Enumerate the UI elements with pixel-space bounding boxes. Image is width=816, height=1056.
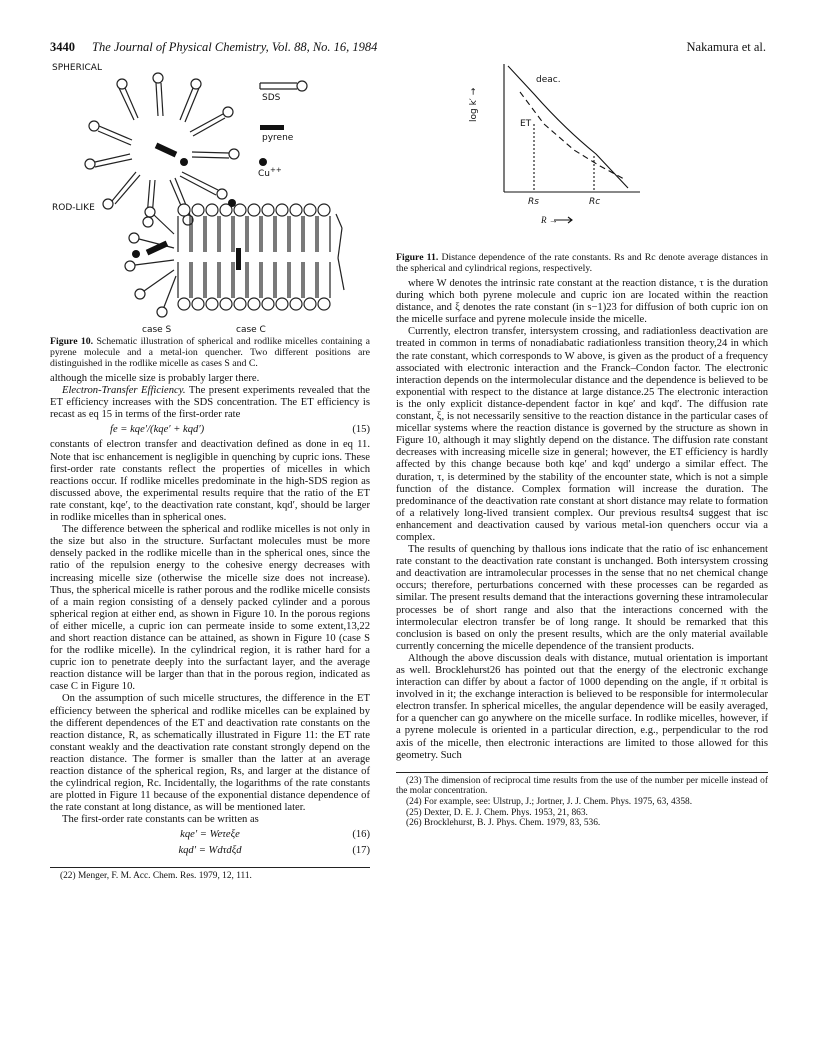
label-et: ET: [520, 119, 532, 129]
figure-10-caption: Figure 10. Schematic illustration of spherical and rodlike micelles containing a pyrene molecule and a metal-ion quencher. Two different positions are distinguished in the rodlike micelle as cases S and C.: [50, 336, 370, 369]
equation-16: kqe′ = Weτeξe (16): [180, 829, 370, 841]
label-spherical: SPHERICAL: [52, 63, 102, 73]
paragraph: The first-order rate constants can be written as: [62, 814, 259, 826]
tick-rs: Rs: [528, 197, 539, 207]
paragraph: The difference between the spherical and rodlike micelles is not only in the size but also in the structure. Surfactant molecules must be more densely packed in the rodlike micelle than in the spherical ones, since the ratio of the repulsion energy to the cohesive energy decreases with increasing micelle size (otherwise the micelle size does not increase). Thus, the spherical micelle is rather porous and the rodlike micelle consists of a main region consisting of a densely packed cylinder and a porous spherical region at either end, as shown in Figure 10. In the porous regions of either micelle, a cupric ion can permeate inside to some extent,13,22 and short reaction distance can be attained, as shown in Figure 10 (case S for the rodlike micelle). In the cylindrical region, it is rather hard for a cupric ion to penetrate deeply into the surfactant layer, and the average reaction distance will be larger than that in the porous region, indicated as case C in Figure 10.: [50, 524, 370, 693]
et-curve: [520, 92, 626, 180]
y-axis-label: log k′ →: [469, 87, 479, 122]
figure-10: [50, 62, 370, 334]
left-column: [50, 62, 370, 881]
footnote-rule: [396, 772, 768, 773]
figure-11: [396, 62, 768, 250]
equation-17: kqd′ = Wdτdξd (17): [178, 844, 370, 856]
equation-15: fe = kqe′/(kqe′ + kqd′) (15): [110, 424, 370, 436]
paragraph: On the assumption of such micelle structures, the difference in the ET efficiency between the spherical and rodlike micelles can be explained by the different dependences of the ET and deactivation rate constants on the reaction distance, R, as schematically illustrated in Figure 11: the ET rate constant weakly and the deactivation rate constant strongly depend on the reaction distance. The former is smaller than the latter at an average reaction distance of the spherical region, Rs, and larger at the distance of the cylindrical region, Rc. Incidentally, the logarithms of the rate constants are plotted in Figure 11 because of the exponential distance dependence of the rate constant at long distance, as will be mentioned later.: [50, 693, 370, 814]
legend-cu: Cu++: [258, 166, 282, 179]
paragraph: Electron-Transfer Efficiency. The present experiments revealed that the ET efficiency increases with the SDS concentration. The ET efficiency is recast as eq 15 in terms of the first-order rate: [50, 385, 370, 421]
x-axis-label: R →: [541, 215, 558, 225]
paragraph: Although the above discussion deals with distance, mutual orientation is important as well. Brocklehurst26 has pointed out that the energy of the electronic exchange interaction can differ by about a factor of 1000 depending on the angle, if π orbital is involved in it; the exchange interaction is believed to be responsible for intermolecular electron transfer. In spherical micelles, the angular dependence will be easily averaged, for a quencher can go anywhere on the micelle surface. In rodlike micelles, however, if a pyrene molecule is oriented in a particular direction, e.g., perpendicular to the rod axis of the micelle, then electronic interactions are limited to those allowed for this geometry. Such: [396, 652, 768, 761]
journal-title: The Journal of Physical Chemistry, Vol. 88, No. 16, 1984: [92, 40, 378, 54]
tick-rc: Rc: [589, 197, 601, 207]
page-header: [50, 40, 766, 58]
paragraph: constants of electron transfer and deactivation defined as done in eq 11. Note that isc enhancement is negligible in quenching by cupric ions. These first-order rate constants reflect the properties of micelles in which reactions occur. If rodlike micelles predominate in the high-SDS region as discussed above, the experimental results require that the ratio of the ET rate constant, kqe′, to the deactivation rate constant, kqd′, should be larger in rodlike micelles than in spherical ones.: [50, 439, 370, 524]
running-authors: Nakamura et al.: [686, 40, 766, 54]
label-deac: deac.: [536, 75, 561, 85]
paragraph: The results of quenching by thallous ions indicate that the ratio of isc enhancement rate constant to the deactivation rate constant is unchanged. Both intersystem crossing and deactivation are intramolecular processes in the sense that no net chemical change occurs; therefore, perturbations concerned with these processes can be regarded as similar. The present results demand that the interactions governing these intramolecular processes be of short range and also that the interactions concerned with the intermolecular electron transfer be of long range. It should be remarked that this conclusion is based on only the present results, which are the only material available currently concerning the micelle dependence of the transient products.: [396, 544, 768, 652]
footnote-22: (22) Menger, F. M. Acc. Chem. Res. 1979, 12, 111.: [60, 870, 252, 881]
paragraph: Currently, electron transfer, intersystem crossing, and radiationless deactivation are treated in common in terms of nonadiabatic radiationless transition theory,24 in which the rate constant, which corresponds to W above, is given as the product of a frequency associated with electronic interaction and the Franck–Condon factor. The electronic interaction depends on the intermolecular distance and the dependence is believed to be exponential with respect to the distance at large distance.25 The electronic interaction is the only explicit distance-dependent factor in kqe′ and kqd′. The diffusion rate constant, ξ, is not necessarily sensitive to the reaction distance in the particular cases of micellar systems where the reaction distance is governed by the structure as shown in Figure 10, although it may slightly depend on the distance. The diffusion rate constant decreases with increasing micelle size in general; however, the ET efficiency is hardly affected by this change because both kqe′ and kqd′ undergo a similar effect. The duration, τ, is determined by the stability of the encounter state, which is not a simple function of the distance. Complex formation will increase the duration. The predominance of the deactivation rate constant at short distance may relate to formation of a relatively long-lived transient complex. Our previous results4 suggest that isc enhancement and deactivation caused by various metal-ion quenchers occur via a complex.: [396, 326, 768, 543]
rodlike-micelle: [125, 204, 344, 317]
paragraph: although the micelle size is probably larger there.: [50, 373, 260, 384]
label-case-c: case C: [236, 325, 266, 335]
legend-sds: SDS: [262, 93, 281, 103]
footnote-rule: [50, 867, 370, 868]
footnotes-right: [396, 776, 768, 829]
footnote-25: (25) Dexter, D. E. J. Chem. Phys. 1953, 21, 863.: [406, 807, 588, 818]
figure-10-illustration: [50, 62, 370, 334]
footnote-24: (24) For example, see: Ulstrup, J.; Jortner, J. J. Chem. Phys. 1975, 63, 4358.: [406, 796, 693, 807]
label-rodlike: ROD-LIKE: [52, 203, 95, 213]
figure-11-caption: Figure 11. Distance dependence of the rate constants. Rs and Rc denote average distances in the spherical and cylindrical regions, respectively.: [396, 252, 769, 274]
footnote-26: (26) Brocklehurst, B. J. Phys. Chem. 1979, 83, 536.: [406, 818, 601, 829]
label-case-s: case S: [142, 325, 172, 335]
figure-11-plot: [396, 62, 768, 250]
paragraph: where W denotes the intrinsic rate constant at the reaction distance, τ is the duration during which both pyrene molecule and cupric ion are located within the reaction distance, and ξ denotes the rate constant (in s−1)23 for diffusion of both cupric ion on the micelle surface and pyrene molecule inside the micelle.: [396, 278, 768, 326]
page-number: 3440: [50, 40, 75, 54]
legend-pyrene: pyrene: [262, 133, 294, 143]
right-column: [396, 62, 768, 829]
footnote-23: (23) The dimension of reciprocal time results from the use of the number per micelle instead of the molar concentration.: [396, 775, 768, 797]
footnotes-left: [50, 871, 370, 882]
